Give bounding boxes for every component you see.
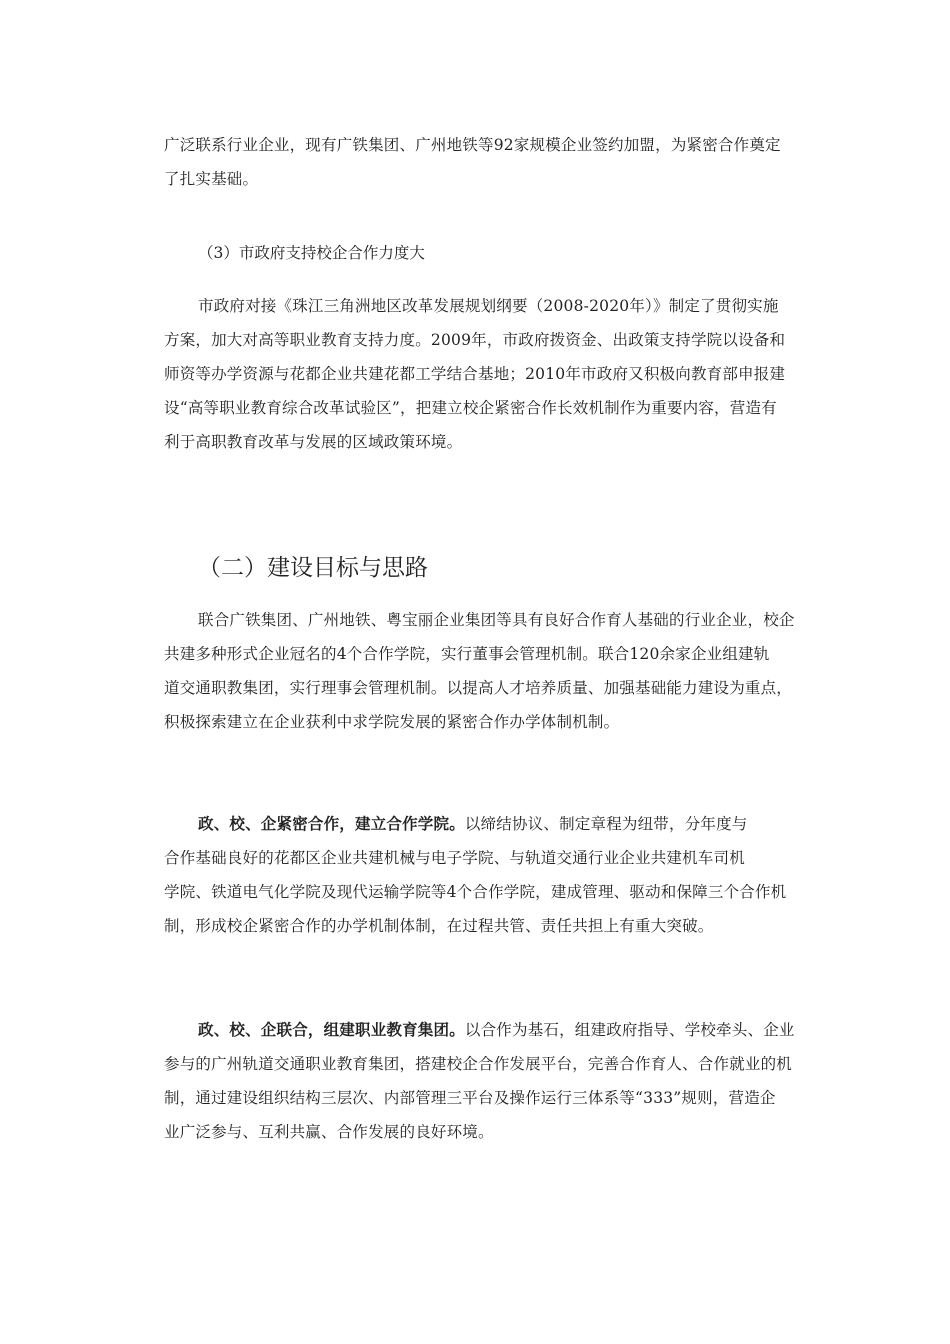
text-line: 方案，加大对高等职业教育支持力度。2009年，市政府拨资金、出政策支持学院以设备和 [164, 331, 786, 349]
text-line: 合作基础良好的花都区企业共建机械与电子学院、与轨道交通行业企业共建机车司机 [164, 849, 745, 867]
text-line: 学院、铁道电气化学院及现代运输学院等4个合作学院，建成管理、驱动和保障三个合作机 [164, 883, 787, 901]
text-line: 积极探索建立在企业获利中求学院发展的紧密合作办学体制机制。 [164, 713, 620, 731]
text-line [164, 807, 814, 841]
text-line: 制，通过建设组织结构三层次、内部管理三平台及操作运行三体系等“333”规则，营造企 [164, 1089, 776, 1107]
text-line: 广泛联系行业企业，现有广铁集团、广州地铁等92家规模企业签约加盟，为紧密合作奠定 [164, 136, 781, 154]
text-line: 设“高等职业教育综合改革试验区”，把建立校企紧密合作长效机制作为重要内容，营造有 [164, 399, 777, 417]
text-line: 了扎实基础。 [164, 170, 259, 188]
text-line: 制，形成校企紧密合作的办学机制体制，在过程共管、责任共担上有重大突破。 [164, 917, 714, 935]
text-line: 利于高职教育改革与发展的区域政策环境。 [164, 433, 463, 451]
text-line: 业广泛参与、互利共赢、合作发展的良好环境。 [164, 1123, 494, 1141]
paragraph-partner-enterprises [164, 128, 814, 196]
paragraph-cooperative-colleges [164, 807, 814, 943]
text-line: 联合广铁集团、广州地铁、粤宝丽企业集团等具有良好合作育人基础的行业企业，校企 [198, 611, 795, 629]
section-heading-goals: （二）建设目标与思路 [198, 555, 428, 581]
bold-lead-text: 政、校、企紧密合作，建立合作学院。 [198, 814, 465, 833]
text-line: 参与的广州轨道交通职业教育集团，搭建校企合作发展平台，完善合作育人、合作就业的机 [164, 1055, 793, 1073]
subsection-title-3: （3）市政府支持校企合作力度大 [198, 244, 425, 262]
text-line: 市政府对接《珠江三角洲地区改革发展规划纲要（2008-2020年）》制定了贯彻实施 [198, 297, 779, 315]
text-line: 师资等办学资源与花都企业共建花都工学结合基地；2010年市政府又积极向教育部申报建 [164, 365, 786, 383]
paragraph-education-group [164, 1013, 814, 1149]
lead-rest-text: 以合作为基石，组建政府指导、学校牵头、企业 [464, 1021, 795, 1039]
text-line: 共建多种形式企业冠名的4个合作学院，实行董事会管理机制。联合120余家企业组建轨 [164, 645, 770, 663]
paragraph-goals-intro [164, 603, 814, 739]
text-line: 道交通职教集团，实行理事会管理机制。以提高人才培养质量、加强基础能力建设为重点， [164, 679, 793, 697]
paragraph-government-support [164, 289, 814, 459]
text-line [164, 1013, 814, 1047]
bold-lead-text: 政、校、企联合，组建职业教育集团。 [198, 1020, 465, 1039]
lead-rest-text: 以缔结协议、制定章程为纽带，分年度与 [464, 815, 748, 833]
